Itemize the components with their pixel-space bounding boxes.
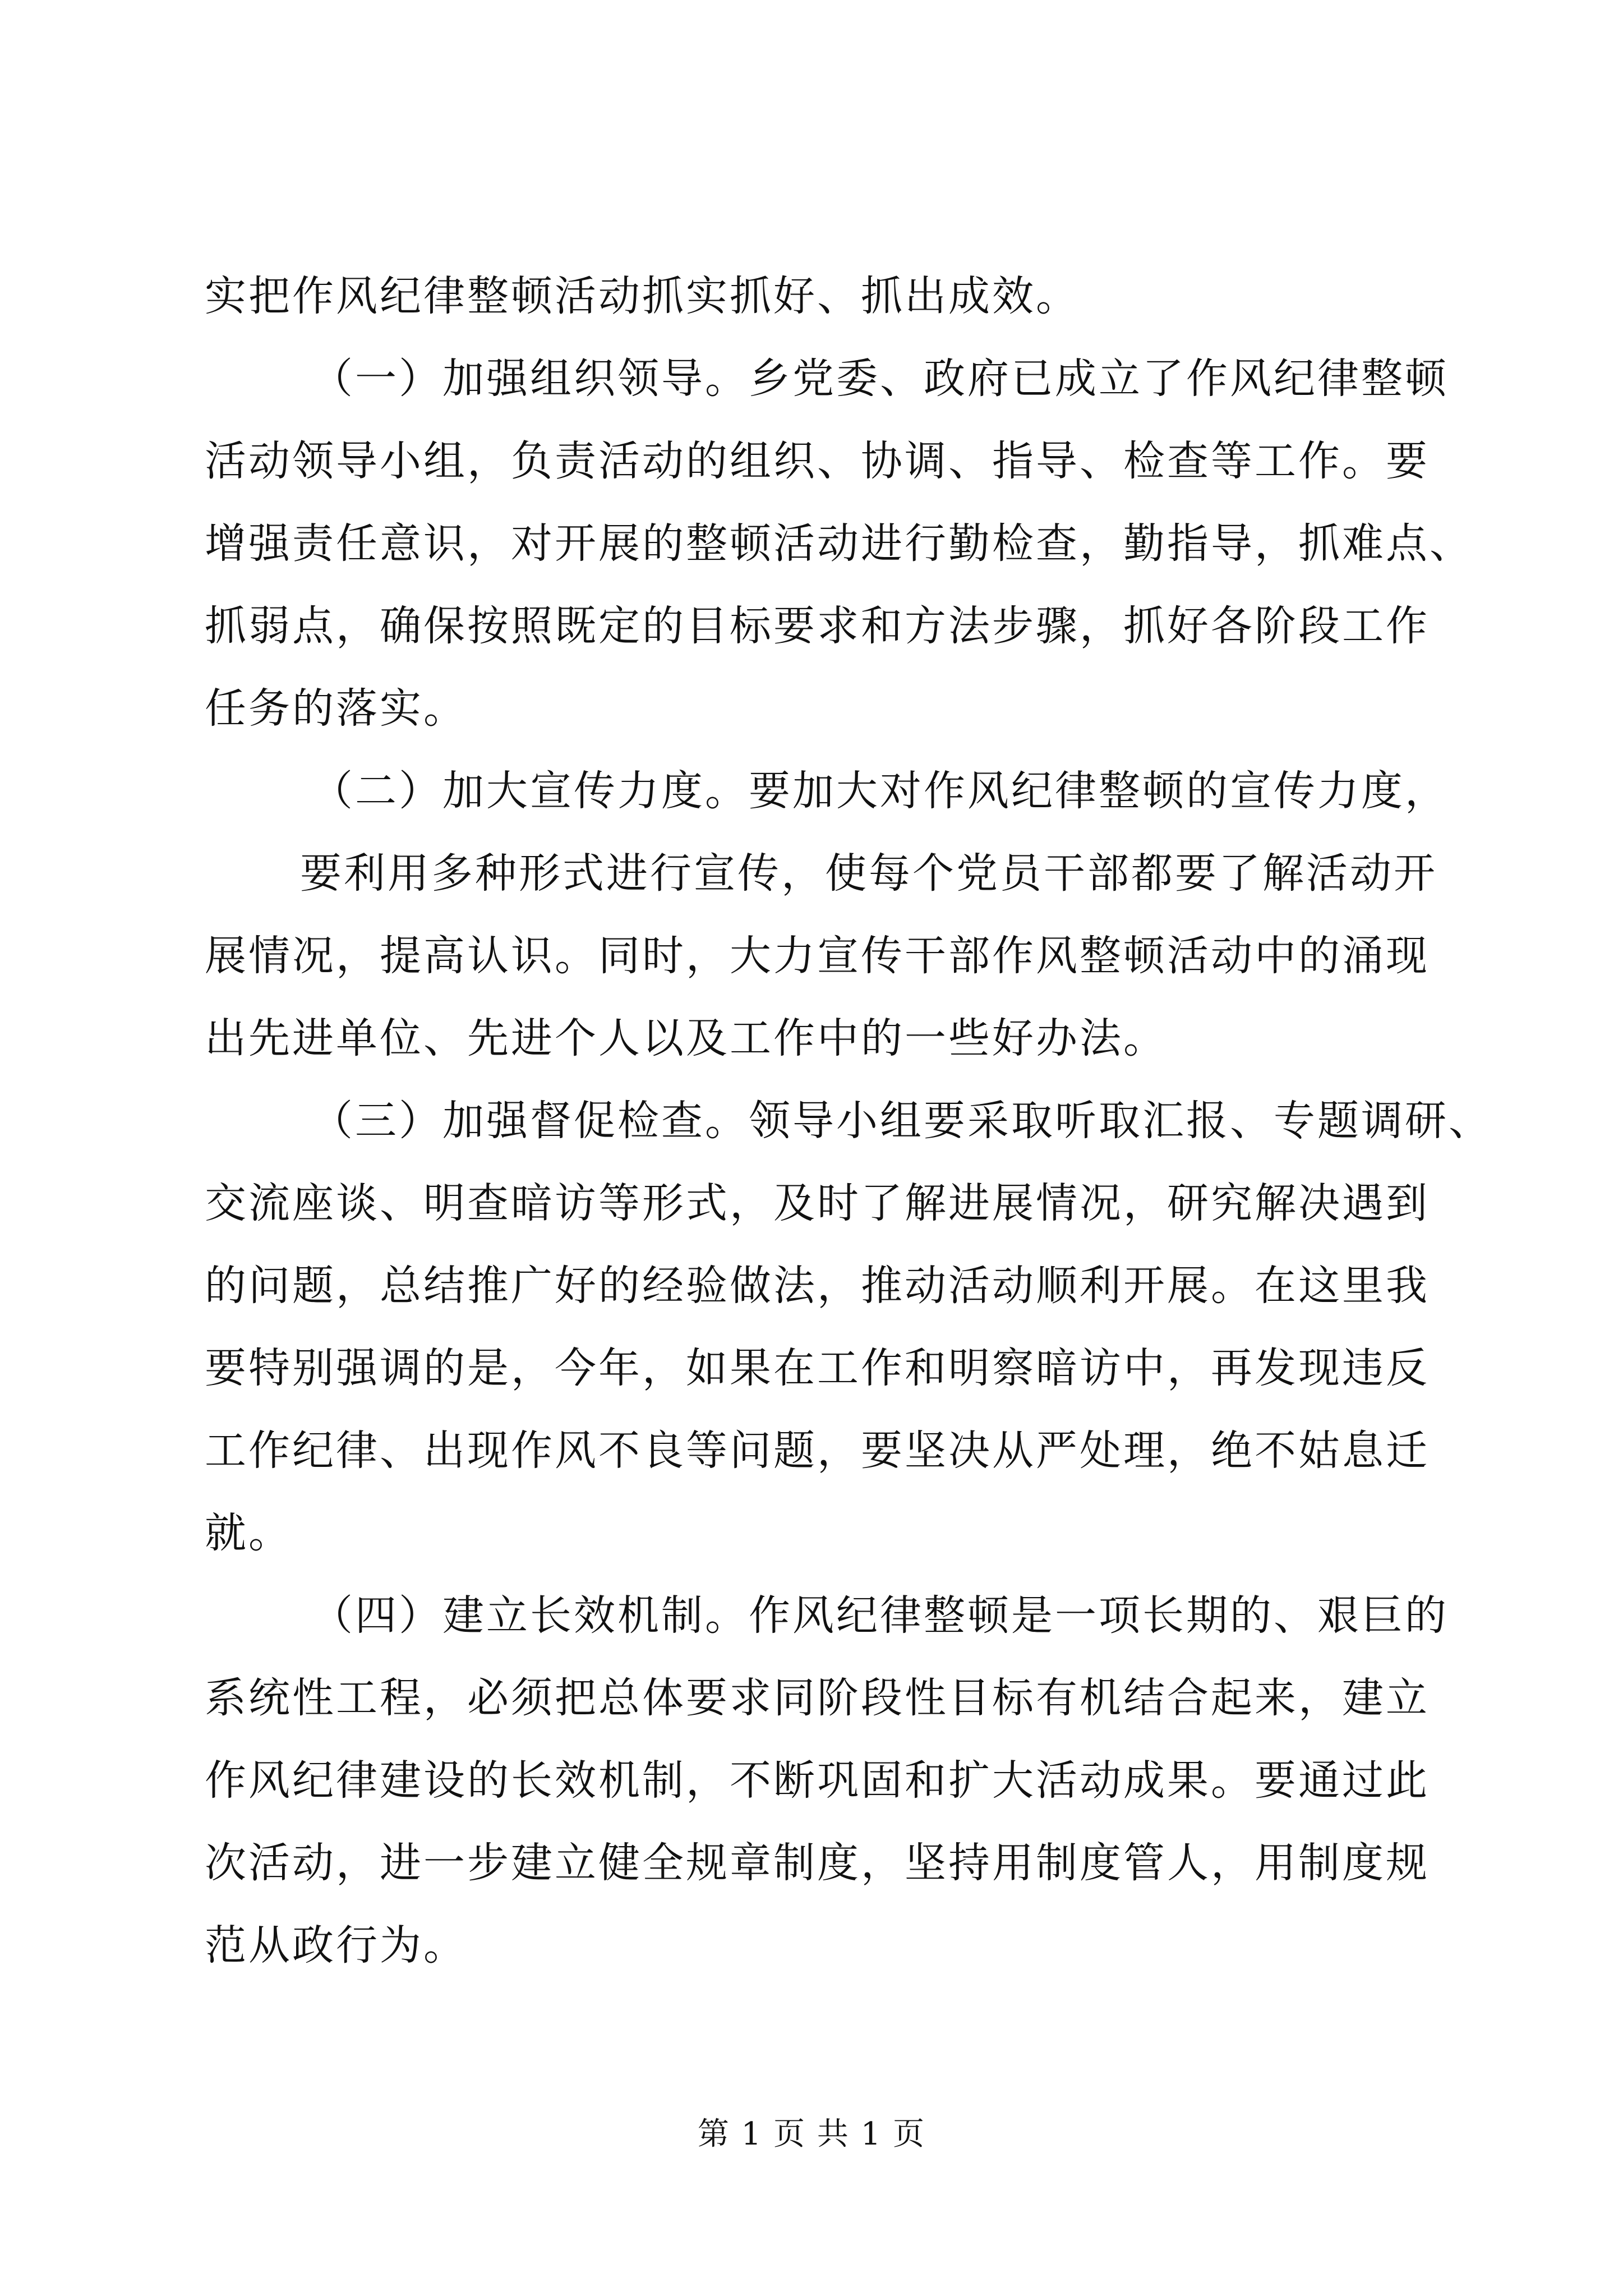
body-line: 任务的落实。 xyxy=(205,684,467,733)
body-line: 增强责任意识，对开展的整顿活动进行勤检查，勤指导，抓难点、 xyxy=(205,519,1473,568)
body-line: 要利用多种形式进行宣传，使每个党员干部都要了解活动开 xyxy=(300,849,1437,898)
document-body xyxy=(205,255,1492,1987)
body-line: 活动领导小组，负责活动的组织、协调、指导、检查等工作。要 xyxy=(205,437,1430,485)
section-heading-line: （四）建立长效机制。作风纪律整顿是一项长期的、艰巨的 xyxy=(311,1591,1449,1640)
body-line: 出先进单位、先进个人以及工作中的一些好办法。 xyxy=(205,1014,1167,1062)
body-line: 范从政行为。 xyxy=(205,1921,467,1970)
body-line: 抓弱点，确保按照既定的目标要求和方法步骤，抓好各阶段工作 xyxy=(205,602,1430,650)
body-line: 就。 xyxy=(205,1509,292,1557)
body-line: 的问题，总结推广好的经验做法，推动活动顺利开展。在这里我 xyxy=(205,1262,1430,1310)
body-line: 次活动，进一步建立健全规章制度，坚持用制度管人，用制度规 xyxy=(205,1839,1430,1887)
body-line: 系统性工程，必须把总体要求同阶段性目标有机结合起来，建立 xyxy=(205,1674,1430,1722)
page-footer: 第 1 页 共 1 页 xyxy=(697,2116,926,2152)
section-heading-line: （三）加强督促检查。领导小组要采取听取汇报、专题调研、 xyxy=(311,1097,1492,1145)
section-heading-line: （二）加大宣传力度。要加大对作风纪律整顿的宣传力度， xyxy=(311,767,1449,815)
body-line: 作风纪律建设的长效机制，不断巩固和扩大活动成果。要通过此 xyxy=(205,1756,1430,1805)
body-line: 展情况，提高认识。同时，大力宣传干部作风整顿活动中的涌现 xyxy=(205,932,1430,980)
body-line: 实把作风纪律整顿活动抓实抓好、抓出成效。 xyxy=(205,272,1080,320)
body-line: 要特别强调的是，今年，如果在工作和明察暗访中，再发现违反 xyxy=(205,1344,1430,1392)
body-line: 工作纪律、出现作风不良等问题，要坚决从严处理，绝不姑息迁 xyxy=(205,1427,1430,1475)
section-heading-line: （一）加强组织领导。乡党委、政府已成立了作风纪律整顿 xyxy=(311,355,1449,403)
body-line: 交流座谈、明查暗访等形式，及时了解进展情况，研究解决遇到 xyxy=(205,1179,1430,1227)
